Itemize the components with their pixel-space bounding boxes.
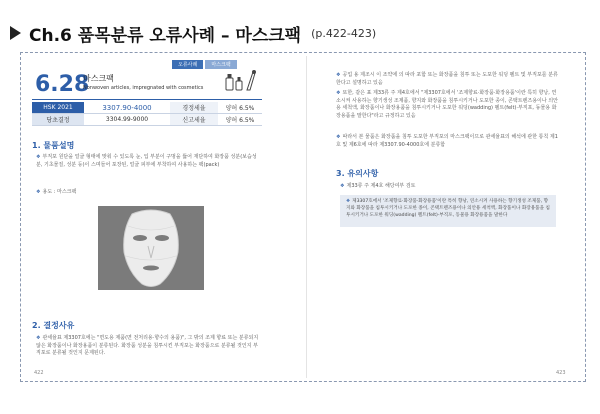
tariff-label: 경정세율 [170, 102, 218, 114]
tag-mask-pack: 마스크팩 [205, 60, 236, 69]
note-box [340, 195, 556, 227]
note-text: ❖ 제3307호에서 '조제향료·화장품·화장용품'이란 특히 향낭, 연소시켜 사용하는 향기생성 조제품, 향지와 화장품을 침투시키거나 도포한 종이, 콘택트렌즈용이나 의안용 세척액, 화장품이나 화장용품을 침투시키거나 도포한 워딩(wadding) 펠트(felt)·부직포, 동물용 화장용품을 말한다 [346, 199, 550, 218]
tariff-value: 양허 6.5% [218, 102, 262, 114]
hs-code-table [32, 102, 262, 126]
right-paragraph-3: ❖ 따라서 본 물품은 화장품을 침투 도포한 부직포의 마스크팩이므로 관세율표의 해석에 관한 통칙 제1호 및 제6호에 따라 제3307.90-4000호에 분류함 [336, 134, 558, 148]
bullet-icon: ❖ [346, 199, 351, 204]
triangle-bullet-icon [10, 26, 21, 40]
header-rule [32, 99, 262, 100]
usage-paragraph: ❖ 용도 : 마스크팩 [36, 189, 77, 195]
right-paragraph-2: ❖ 또한, 같은 표 제33류 주 제4호에서 "제3307호에서 '조제향료·화장품·화장용품'이란 특히 향낭, 연소시켜 사용하는 향기생성 조제품, 향지와 화장품을 침투시키거나 도포한 종이, 콘택트렌즈용이나 의안용 세척액, 화장품이나 화장용품을 침투시키거나 도포한 워딩(wadding) 펠트(felt)·부직포, 동물용 화장용품을 말한다"라고 규정하고 있음 [336, 90, 558, 119]
page-title: Ch.6 품목분류 오류사례 – 마스크팩 [29, 25, 302, 46]
item-name-english: Nonwoven articles, impregnated with cosmetics [83, 85, 204, 91]
column-divider [306, 56, 307, 378]
declared-tariff-label: 신고세율 [170, 114, 218, 126]
section-2-paragraph: ❖ 관세율표 제3307호에는 "면도용 제품(면 전처리용·향수의 용품)", 그 밖의 조제 향료 또는 분류되지 않은 화장품이나 화장용품이 분류된다. 화장품 성분을 침투시킨 부직포는 화장품으로 분류될 것인지 부직포로 분류될 것인지 문제된다. [36, 335, 259, 356]
original-label: 당초결정 [32, 114, 84, 126]
mask-pack-photo [98, 206, 204, 290]
bullet-icon: ❖ [336, 134, 341, 140]
section-3-paragraph: ❖ 제33류 주 제4호 해당여부 검토 [340, 183, 416, 189]
right-paragraph-1: ❖ 공업 용 제조시 이 조약에 의 따라 포함 또는 화장품을 침투 또는 도포한 워딩 펠트 및 부직포를 분류한다고 설명하고 있음 [336, 72, 558, 86]
bullet-icon: ❖ [340, 183, 345, 189]
section-1-paragraph: ❖ 부직포 원단을 얼굴 형태에 맞춰 수 있도록 눈, 입 부분이 구멍을 뚫어 재단하여 화장품 성분(보습성분, 기초물질, 성분 등)이 스며들어 포장된, 얼굴 피부에 부착하여 사용하는 팩(pack) [36, 154, 257, 168]
page-header [10, 20, 376, 46]
bullet-icon: ❖ [336, 72, 341, 78]
left-page-number: 422 [34, 370, 44, 376]
bullet-icon: ❖ [36, 189, 41, 195]
original-code: 3304.99-9000 [84, 114, 170, 126]
declared-tariff-value: 양허 6.5% [218, 114, 262, 126]
hsk-code: 3307.90-4000 [84, 102, 170, 114]
cosmetics-icon [223, 67, 259, 93]
table-row [32, 102, 262, 114]
section-3-title: 3. 유의사항 [336, 169, 379, 178]
tag-error-case: 오류사례 [172, 60, 203, 69]
section-2-title: 2. 결정사유 [32, 321, 75, 330]
table-row [32, 114, 262, 126]
right-page-number: 423 [556, 370, 566, 376]
bullet-icon: ❖ [36, 154, 41, 160]
bullet-icon: ❖ [36, 335, 41, 341]
page-range: (p.422-423) [311, 26, 377, 40]
hsk-label: HSK 2021 [32, 102, 84, 114]
bullet-icon: ❖ [336, 90, 341, 96]
item-number: 6.28 [35, 72, 90, 97]
item-name-korean: 마스크팩 [83, 74, 114, 83]
section-1-title: 1. 물품설명 [32, 141, 75, 150]
